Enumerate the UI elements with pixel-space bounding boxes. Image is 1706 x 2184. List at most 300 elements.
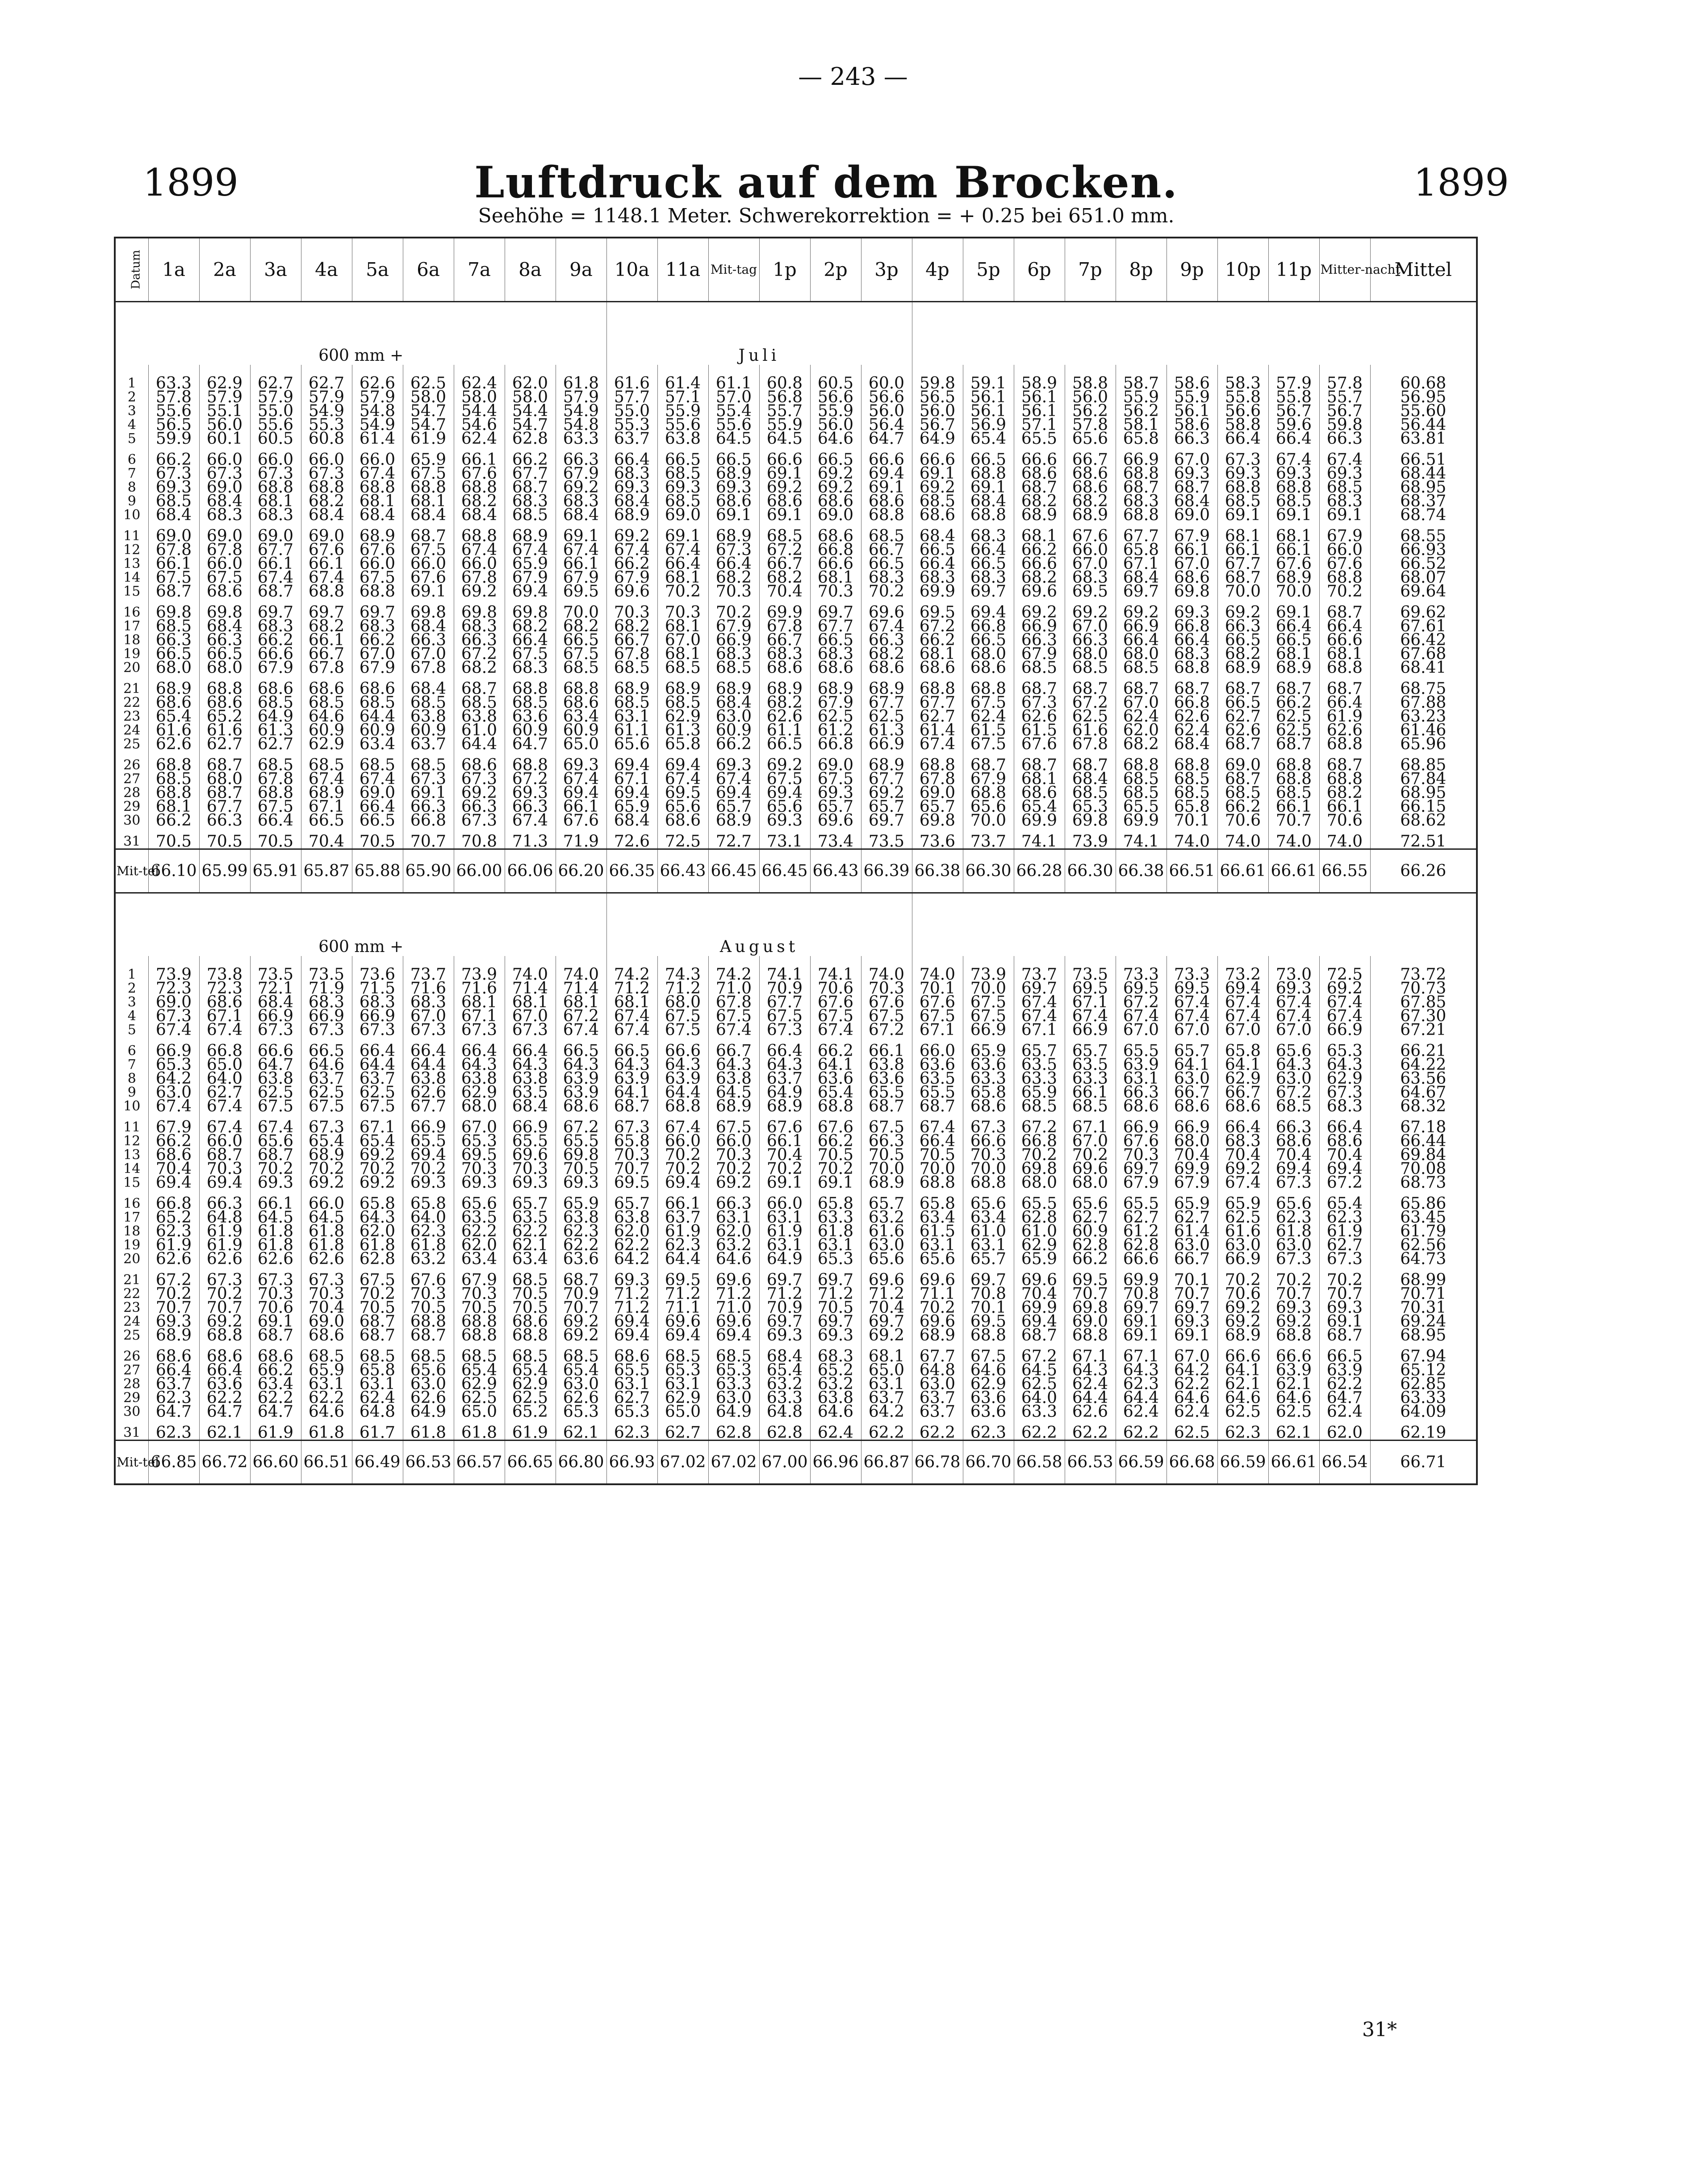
value-cell: 63.9 (1268, 1363, 1319, 1377)
value-cell: 67.5 (708, 1009, 759, 1023)
value-cell: 66.8 (1167, 619, 1217, 633)
value-cell: 68.9 (1217, 1328, 1268, 1349)
value-cell: 62.5 (454, 1391, 505, 1405)
value-cell: 68.9 (759, 682, 810, 696)
value-cell: 63.1 (301, 1377, 352, 1391)
value-cell: 66.2 (708, 737, 759, 758)
value-cell: 67.5 (708, 1120, 759, 1134)
value-cell: 67.0 (352, 647, 403, 661)
value-cell: 68.9 (657, 682, 708, 696)
value-cell: 62.9 (199, 376, 250, 390)
value-cell: 64.4 (454, 737, 505, 758)
value-cell: 69.3 (1319, 1301, 1370, 1315)
value-cell: 62.3 (657, 1238, 708, 1252)
value-cell: 68.5 (301, 696, 352, 710)
value-cell: 69.0 (1217, 758, 1268, 772)
value-cell: 61.9 (657, 1224, 708, 1238)
value-cell: 62.6 (1065, 1405, 1116, 1426)
value-cell: 67.6 (810, 995, 861, 1009)
value-cell: 68.3 (759, 647, 810, 661)
value-cell: 68.0 (1167, 1134, 1217, 1148)
value-cell: 69.8 (199, 606, 250, 619)
value-cell: 69.1 (759, 467, 810, 480)
column-header: 11a (657, 238, 708, 302)
value-cell: 63.9 (1116, 1058, 1167, 1072)
value-cell: 73.72 (1370, 968, 1477, 981)
value-cell: 69.2 (759, 480, 810, 494)
value-cell: 64.2 (606, 1252, 657, 1273)
value-cell: 69.9 (912, 585, 963, 606)
value-cell: 54.9 (556, 404, 606, 418)
value-cell: 67.9 (1167, 1176, 1217, 1197)
value-cell: 69.4 (963, 606, 1014, 619)
value-cell: 70.4 (301, 1301, 352, 1315)
value-cell: 68.62 (1370, 814, 1477, 835)
mean-cell: 66.53 (403, 1441, 454, 1485)
value-cell: 67.5 (352, 571, 403, 585)
value-cell: 63.6 (556, 1252, 606, 1273)
date-cell: 25 (123, 736, 141, 752)
value-cell: 64.6 (708, 1252, 759, 1273)
value-cell: 61.6 (1217, 1224, 1268, 1238)
value-cell: 55.0 (250, 404, 301, 418)
mean-cell: 66.96 (810, 1441, 861, 1485)
value-cell: 68.5 (250, 758, 301, 772)
value-cell: 68.0 (1065, 647, 1116, 661)
value-cell: 69.3 (556, 1176, 606, 1197)
value-cell: 68.6 (199, 696, 250, 710)
date-cell: 10 (123, 1098, 141, 1114)
value-cell: 64.6 (810, 1405, 861, 1426)
value-cell: 67.4 (301, 772, 352, 786)
value-cell: 62.5 (301, 1086, 352, 1099)
value-cell: 69.0 (352, 786, 403, 800)
value-cell: 68.9 (505, 529, 556, 543)
value-cell: 65.2 (199, 710, 250, 723)
value-cell: 68.55 (1370, 529, 1477, 543)
value-cell: 66.1 (301, 557, 352, 571)
value-cell: 63.7 (606, 432, 657, 453)
value-cell: 63.0 (1167, 1238, 1217, 1252)
value-cell: 68.4 (301, 508, 352, 529)
value-cell: 70.3 (454, 1287, 505, 1301)
offset-label: 600 mm + (318, 347, 404, 365)
value-cell: 70.2 (250, 1162, 301, 1176)
value-cell: 66.2 (810, 1044, 861, 1058)
value-cell: 61.9 (759, 1224, 810, 1238)
value-cell: 67.5 (301, 1099, 352, 1120)
value-cell: 67.4 (1319, 1009, 1370, 1023)
value-cell: 64.5 (1014, 1363, 1065, 1377)
value-cell: 68.9 (1268, 661, 1319, 682)
value-cell: 65.4 (1319, 1197, 1370, 1211)
value-cell: 62.2 (1167, 1377, 1217, 1391)
value-cell: 68.3 (1167, 647, 1217, 661)
mean-cell: 66.51 (1167, 849, 1217, 893)
value-cell: 66.9 (1217, 1252, 1268, 1273)
value-cell: 69.2 (1116, 606, 1167, 619)
value-cell: 68.6 (1167, 571, 1217, 585)
value-cell: 69.8 (1167, 585, 1217, 606)
value-cell: 67.9 (708, 619, 759, 633)
value-cell: 70.7 (1065, 1287, 1116, 1301)
value-cell: 67.2 (1065, 696, 1116, 710)
value-cell: 65.9 (606, 800, 657, 814)
value-cell: 66.9 (301, 1009, 352, 1023)
value-cell: 67.5 (861, 1120, 912, 1134)
value-cell: 68.4 (454, 508, 505, 529)
value-cell: 62.2 (199, 1391, 250, 1405)
value-cell: 62.4 (963, 710, 1014, 723)
value-cell: 67.4 (657, 543, 708, 557)
value-cell: 67.9 (250, 661, 301, 682)
value-cell: 68.5 (301, 758, 352, 772)
value-cell: 56.44 (1370, 418, 1477, 432)
mean-cell: 66.53 (1065, 1441, 1116, 1485)
value-cell: 62.5 (1268, 1405, 1319, 1426)
column-header: 3a (250, 238, 301, 302)
value-cell: 58.9 (1014, 376, 1065, 390)
value-cell: 71.0 (708, 1301, 759, 1315)
value-cell: 64.5 (708, 1086, 759, 1099)
value-cell: 68.5 (352, 696, 403, 710)
value-cell: 66.3 (861, 633, 912, 647)
value-cell: 68.7 (1116, 480, 1167, 494)
value-cell: 68.5 (301, 1349, 352, 1363)
value-cell: 70.73 (1370, 981, 1477, 995)
value-cell: 63.5 (1014, 1058, 1065, 1072)
value-cell: 62.7 (301, 376, 352, 390)
value-cell: 60.1 (199, 432, 250, 453)
value-cell: 65.5 (1014, 1197, 1065, 1211)
value-cell: 62.3 (1217, 1426, 1268, 1441)
value-cell: 69.7 (1167, 1301, 1217, 1315)
value-cell: 66.1 (148, 557, 199, 571)
value-cell: 62.2 (301, 1391, 352, 1405)
date-cell: 8 (127, 1071, 136, 1086)
value-cell: 65.8 (657, 737, 708, 758)
value-cell: 72.51 (1370, 835, 1477, 849)
value-cell: 69.2 (556, 480, 606, 494)
value-cell: 65.8 (1116, 432, 1167, 453)
value-cell: 65.7 (963, 1252, 1014, 1273)
value-cell: 66.4 (1319, 696, 1370, 710)
value-cell: 67.6 (454, 467, 505, 480)
value-cell: 69.5 (1065, 1273, 1116, 1287)
value-cell: 65.8 (352, 1197, 403, 1211)
value-cell: 63.1 (759, 1211, 810, 1224)
date-cell: 19 (123, 646, 141, 662)
value-cell: 66.2 (606, 557, 657, 571)
value-cell: 68.8 (1268, 480, 1319, 494)
value-cell: 69.2 (1319, 981, 1370, 995)
value-cell: 58.3 (1217, 376, 1268, 390)
value-cell: 66.4 (1217, 432, 1268, 453)
value-cell: 62.7 (1065, 1211, 1116, 1224)
value-cell: 66.4 (352, 800, 403, 814)
mean-cell: 67.00 (759, 1441, 810, 1485)
value-cell: 63.9 (606, 1072, 657, 1086)
value-cell: 67.2 (759, 543, 810, 557)
value-cell: 70.2 (1014, 1148, 1065, 1162)
value-cell: 65.6 (963, 800, 1014, 814)
value-cell: 66.0 (301, 453, 352, 467)
value-cell: 66.4 (505, 1044, 556, 1058)
value-cell: 65.9 (1217, 1197, 1268, 1211)
value-cell: 69.4 (1014, 1315, 1065, 1328)
value-cell: 68.2 (1014, 571, 1065, 585)
value-cell: 68.8 (1268, 758, 1319, 772)
value-cell: 64.9 (912, 432, 963, 453)
value-cell: 66.9 (1014, 619, 1065, 633)
column-header: 1a (148, 238, 199, 302)
value-cell: 65.2 (148, 1211, 199, 1224)
value-cell: 73.7 (403, 968, 454, 981)
value-cell: 67.8 (912, 772, 963, 786)
value-cell: 66.9 (861, 737, 912, 758)
value-cell: 66.2 (1217, 800, 1268, 814)
value-cell: 61.0 (963, 1224, 1014, 1238)
value-cell: 70.7 (556, 1301, 606, 1315)
value-cell: 72.1 (250, 981, 301, 995)
value-cell: 68.1 (657, 619, 708, 633)
value-cell: 68.7 (1217, 682, 1268, 696)
value-cell: 61.79 (1370, 1224, 1477, 1238)
value-cell: 68.6 (1116, 1099, 1167, 1120)
value-cell: 68.3 (454, 619, 505, 633)
value-cell: 68.5 (454, 696, 505, 710)
year-left: 1899 (143, 161, 238, 205)
value-cell: 69.1 (963, 480, 1014, 494)
value-cell: 70.7 (606, 1162, 657, 1176)
value-cell: 73.1 (759, 835, 810, 849)
value-cell: 68.9 (1217, 661, 1268, 682)
value-cell: 69.6 (810, 814, 861, 835)
value-cell: 66.9 (963, 1023, 1014, 1044)
value-cell: 69.4 (657, 758, 708, 772)
value-cell: 54.7 (403, 404, 454, 418)
value-cell: 70.3 (454, 1162, 505, 1176)
value-cell: 62.2 (454, 1224, 505, 1238)
value-cell: 70.2 (352, 1287, 403, 1301)
value-cell: 70.2 (403, 1162, 454, 1176)
value-cell: 66.5 (708, 453, 759, 467)
value-cell: 68.6 (963, 661, 1014, 682)
value-cell: 70.2 (657, 1162, 708, 1176)
value-cell: 65.0 (657, 1405, 708, 1426)
mean-cell: 66.85 (148, 1441, 199, 1485)
value-cell: 68.5 (403, 696, 454, 710)
value-cell: 69.7 (352, 606, 403, 619)
value-cell: 68.3 (250, 508, 301, 529)
value-cell: 64.5 (301, 1211, 352, 1224)
value-cell: 65.6 (759, 800, 810, 814)
value-cell: 61.4 (912, 723, 963, 737)
value-cell: 65.3 (454, 1134, 505, 1148)
value-cell: 70.5 (505, 1287, 556, 1301)
value-cell: 64.5 (708, 432, 759, 453)
value-cell: 69.7 (963, 585, 1014, 606)
value-cell: 68.2 (1217, 647, 1268, 661)
mean-cell: 66.38 (912, 849, 963, 893)
mean-cell: 66.45 (708, 849, 759, 893)
value-cell: 68.8 (148, 758, 199, 772)
value-cell: 68.5 (1065, 1099, 1116, 1120)
date-cell: 24 (123, 722, 141, 738)
value-cell: 61.7 (352, 1426, 403, 1441)
value-cell: 68.3 (861, 571, 912, 585)
value-cell: 66.9 (250, 1009, 301, 1023)
value-cell: 66.7 (301, 647, 352, 661)
date-cell: 7 (127, 466, 136, 481)
table-row (115, 508, 1477, 529)
value-cell: 69.0 (912, 786, 963, 800)
value-cell: 64.3 (708, 1058, 759, 1072)
value-cell: 68.41 (1370, 661, 1477, 682)
value-cell: 68.0 (1065, 1176, 1116, 1197)
mean-cell: 66.28 (1014, 849, 1065, 893)
value-cell: 56.1 (1014, 404, 1065, 418)
value-cell: 62.8 (1065, 1238, 1116, 1252)
value-cell: 70.5 (352, 835, 403, 849)
value-cell: 67.84 (1370, 772, 1477, 786)
value-cell: 66.2 (1268, 696, 1319, 710)
value-cell: 68.99 (1370, 1273, 1477, 1287)
value-cell: 56.95 (1370, 390, 1477, 404)
value-cell: 63.3 (148, 376, 199, 390)
date-cell: 8 (127, 480, 136, 495)
value-cell: 68.3 (810, 647, 861, 661)
value-cell: 72.3 (148, 981, 199, 995)
value-cell: 66.9 (1167, 1120, 1217, 1134)
value-cell: 64.6 (301, 710, 352, 723)
value-cell: 68.5 (861, 529, 912, 543)
value-cell: 69.4 (556, 786, 606, 800)
value-cell: 64.2 (148, 1072, 199, 1086)
value-cell: 70.6 (1217, 1287, 1268, 1301)
value-cell: 67.9 (810, 696, 861, 710)
value-cell: 67.7 (861, 772, 912, 786)
value-cell: 68.9 (148, 682, 199, 696)
value-cell: 60.9 (556, 723, 606, 737)
value-cell: 66.5 (810, 633, 861, 647)
value-cell: 62.3 (403, 1224, 454, 1238)
value-cell: 69.9 (1014, 814, 1065, 835)
table-row (115, 1176, 1477, 1197)
value-cell: 62.9 (1217, 1072, 1268, 1086)
value-cell: 70.6 (1319, 814, 1370, 835)
date-cell: 3 (127, 403, 136, 419)
value-cell: 65.5 (556, 1134, 606, 1148)
mean-cell: 66.35 (606, 849, 657, 893)
value-cell: 66.5 (861, 557, 912, 571)
value-cell: 69.6 (861, 1273, 912, 1287)
value-cell: 67.0 (1268, 1023, 1319, 1044)
mean-cell: 66.70 (963, 1441, 1014, 1485)
value-cell: 63.3 (708, 1377, 759, 1391)
value-cell: 73.2 (1217, 968, 1268, 981)
value-cell: 68.6 (352, 682, 403, 696)
value-cell: 62.3 (148, 1224, 199, 1238)
value-cell: 65.3 (606, 1405, 657, 1426)
value-cell: 70.1 (1167, 1273, 1217, 1287)
value-cell: 54.7 (505, 418, 556, 432)
value-cell: 66.4 (148, 1363, 199, 1377)
value-cell: 68.6 (199, 585, 250, 606)
value-cell: 61.1 (606, 723, 657, 737)
value-cell: 70.5 (810, 1148, 861, 1162)
value-cell: 66.0 (199, 1134, 250, 1148)
value-cell: 63.4 (454, 1252, 505, 1273)
value-cell: 62.4 (1116, 1405, 1167, 1426)
value-cell: 74.0 (505, 968, 556, 981)
value-cell: 63.8 (454, 710, 505, 723)
value-cell: 73.3 (1116, 968, 1167, 981)
value-cell: 68.5 (505, 696, 556, 710)
value-cell: 68.8 (556, 682, 606, 696)
value-cell: 63.3 (963, 1072, 1014, 1086)
value-cell: 65.7 (1167, 1044, 1217, 1058)
value-cell: 65.7 (1014, 1044, 1065, 1058)
value-cell: 69.4 (708, 1328, 759, 1349)
value-cell: 62.5 (1268, 723, 1319, 737)
value-cell: 68.6 (912, 508, 963, 529)
value-cell: 70.0 (1217, 585, 1268, 606)
value-cell: 69.8 (454, 606, 505, 619)
value-cell: 67.5 (556, 647, 606, 661)
value-cell: 62.8 (1014, 1211, 1065, 1224)
value-cell: 63.5 (1065, 1058, 1116, 1072)
value-cell: 65.3 (1319, 1044, 1370, 1058)
value-cell: 68.1 (861, 1349, 912, 1363)
value-cell: 70.7 (403, 835, 454, 849)
value-cell: 65.6 (1268, 1044, 1319, 1058)
value-cell: 71.6 (454, 981, 505, 995)
value-cell: 61.3 (861, 723, 912, 737)
table-row (115, 585, 1477, 606)
value-cell: 64.8 (912, 1363, 963, 1377)
value-cell: 68.7 (1167, 682, 1217, 696)
value-cell: 68.8 (963, 1328, 1014, 1349)
value-cell: 62.3 (148, 1426, 199, 1441)
value-cell: 64.6 (301, 1058, 352, 1072)
value-cell: 64.6 (810, 432, 861, 453)
value-cell: 68.0 (199, 661, 250, 682)
value-cell: 68.4 (1167, 494, 1217, 508)
mean-cell: 66.80 (556, 1441, 606, 1485)
value-cell: 74.1 (1014, 835, 1065, 849)
value-cell: 68.6 (556, 696, 606, 710)
value-cell: 66.4 (505, 633, 556, 647)
value-cell: 70.9 (556, 1287, 606, 1301)
value-cell: 74.0 (861, 968, 912, 981)
value-cell: 66.0 (657, 1134, 708, 1148)
value-cell: 66.6 (657, 1044, 708, 1058)
column-header: 10p (1217, 238, 1268, 302)
value-cell: 67.2 (454, 647, 505, 661)
value-cell: 62.9 (1319, 1072, 1370, 1086)
value-cell: 69.0 (199, 480, 250, 494)
column-header: 7p (1065, 238, 1116, 302)
value-cell: 68.7 (963, 758, 1014, 772)
value-cell: 74.2 (708, 968, 759, 981)
value-cell: 68.5 (759, 529, 810, 543)
value-cell: 62.7 (1167, 1211, 1217, 1224)
value-cell: 67.5 (505, 647, 556, 661)
value-cell: 66.6 (759, 453, 810, 467)
value-cell: 68.7 (1065, 682, 1116, 696)
value-cell: 68.3 (301, 995, 352, 1009)
